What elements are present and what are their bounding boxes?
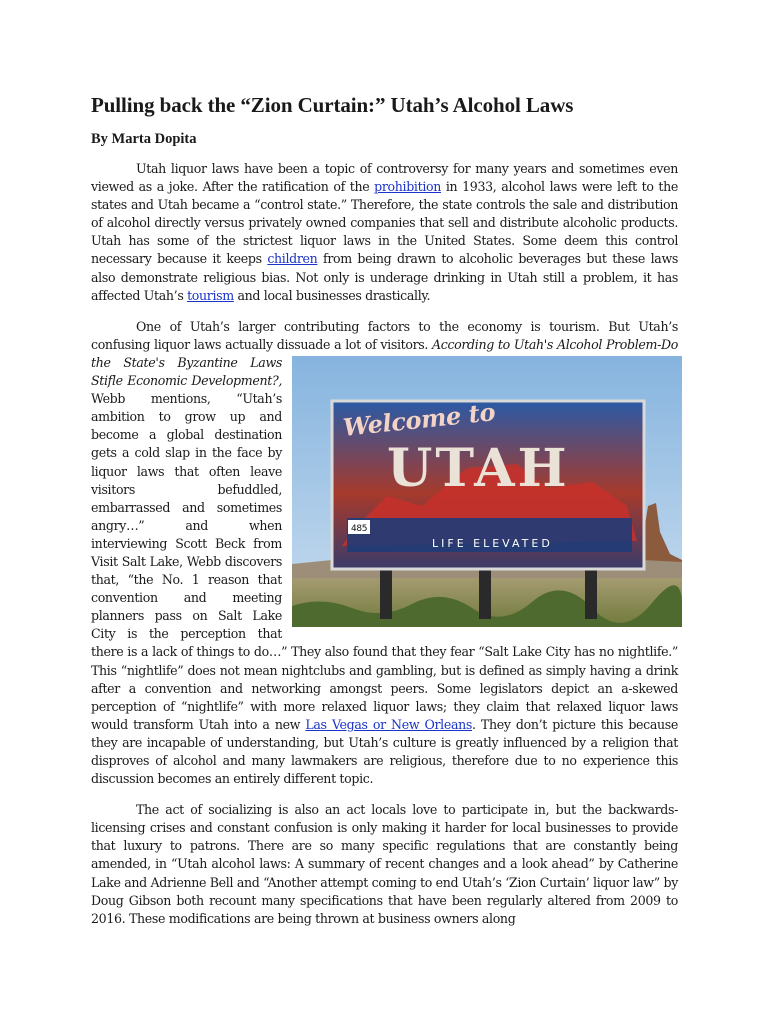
link-las-vegas-new-orleans[interactable]: Las Vegas or New Orleans xyxy=(305,716,472,732)
article-title: Pulling back the “Zion Curtain:” Utah’s Alcohol Laws xyxy=(91,93,574,117)
sign-title: UTAH xyxy=(387,437,570,499)
link-tourism[interactable]: tourism xyxy=(187,287,234,303)
link-prohibition[interactable]: prohibition xyxy=(374,179,441,195)
sign-photo-illustration xyxy=(292,356,682,627)
link-children[interactable]: children xyxy=(267,251,318,267)
sign-script: Welcome to xyxy=(341,397,497,442)
paragraph-2: One of Utah’s larger contributing factors to the economy is tourism. But Utah’s confusing liquor laws actually dissuade a lot of visitors. Welcome to UTAH LIFE ELEVATED 485 According to Utah's Alcohol Problem-Do the State's Byzantine Laws Stifle Economic Development?, Webb mentions, “Utah’s ambition to grow up and become a global destination gets a cold slap in the face by liquor laws that often leave visitors befuddled, embarrassed and sometimes angry…” and when interviewing Scott Beck from Visit Salt Lake, Webb discovers that, “the No. 1 reason that convention and meeting planners pass on Salt Lake City is the perception that there is a lack of things to do…” They also found that they fear “Salt Lake City has no nightlife.” This “nightlife” does not mean nightclubs and gambling, but is defined as simply having a drink after a convention and networking amongst peers. Some legislators depict an a-skewed perception of “nightlife” with more relaxed liquor laws; they claim that relaxed liquor laws would transform Utah into a new Las Vegas or New Orleans. They don’t picture this because they are incapable of understanding, but Utah’s culture is greatly influenced by a religion that disproves of alcohol and many lawmakers are religious, therefore due to no experience this discussion becomes an entirely different topic. xyxy=(91,318,678,788)
article-body xyxy=(91,160,678,941)
cited-article-title: According to Utah's Alcohol Problem-Do the State's Byzantine Laws Stifle Economic Development?, xyxy=(91,336,678,389)
route-number: 485 xyxy=(351,523,368,534)
welcome-to-utah-sign-photo xyxy=(292,356,682,627)
paragraph-1: Utah liquor laws have been a topic of controversy for many years and sometimes even viewed as a joke. After the ratification of the prohibition in 1933, alcohol laws were left to the states and Utah became a “control state.” Therefore, the state controls the sale and distribution of alcohol directly versus privately owned companies that sell and distribute alcoholic products. Utah has some of the strictest liquor laws in the United States. Some deem this control necessary because it keeps children from being drawn to alcoholic beverages but these laws also demonstrate religious bias. Not only is underage drinking in Utah still a problem, it has affected Utah’s tourism and local businesses drastically. xyxy=(91,161,678,303)
article-byline: By Marta Dopita xyxy=(91,131,197,147)
paragraph-3: The act of socializing is also an act locals love to participate in, but the backwards-licensing crises and constant confusion is only making it harder for local businesses to provide that luxury to patrons. There are so many specific regulations that are constantly being amended, in “Utah alcohol laws: A summary of recent changes and a look ahead” by Catherine Lake and Adrienne Bell and “Another attempt coming to end Utah’s ‘Zion Curtain’ liquor law” by Doug Gibson both recount many specifications that have been regularly altered from 2009 to 2016. These modifications are being thrown at business owners along xyxy=(91,802,678,926)
sign-tagline: LIFE ELEVATED xyxy=(432,536,553,550)
